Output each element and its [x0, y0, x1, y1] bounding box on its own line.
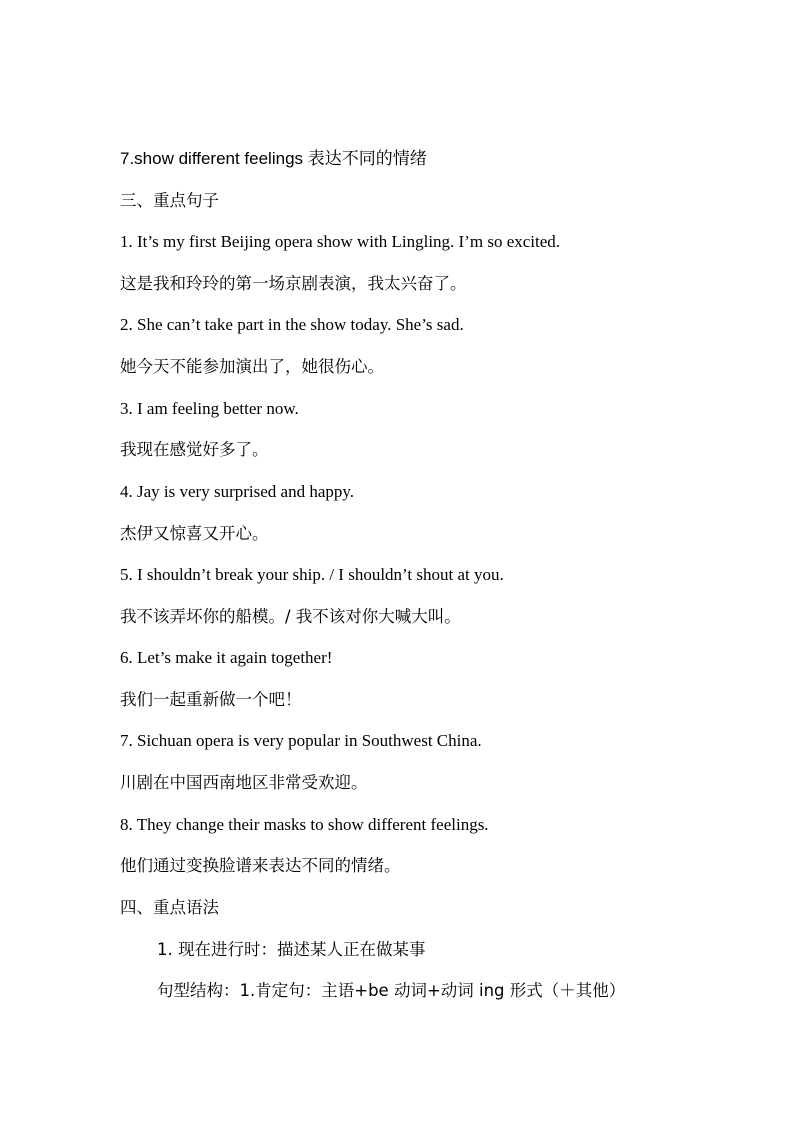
sentence-4-english: 4. Jay is very surprised and happy.: [120, 482, 355, 501]
sentence-7-chinese: 川剧在中国西南地区非常受欢迎。: [120, 773, 368, 792]
grammar-structure: 句型结构：1.肯定句：主语+be 动词+动词 ing 形式（＋其他）: [157, 981, 626, 1000]
sentence-5-chinese: 我不该弄坏你的船模。/ 我不该对你大喊大叫。: [120, 607, 461, 626]
grammar-point-1: 1. 现在进行时：描述某人正在做某事: [157, 940, 426, 959]
sentence-1-english: 1. It’s my first Beijing opera show with Lingling. I’m so excited.: [120, 232, 561, 251]
sentence-6-chinese: 我们一起重新做一个吧！: [120, 690, 302, 709]
sentence-4-chinese: 杰伊又惊喜又开心。: [120, 524, 269, 543]
sentence-3-chinese: 我现在感觉好多了。: [120, 440, 269, 459]
sentence-2-chinese: 她今天不能参加演出了，她很伤心。: [120, 357, 384, 376]
sentence-2-english: 2. She can’t take part in the show today. She’s sad.: [120, 315, 464, 334]
sentence-7-english: 7. Sichuan opera is very popular in Southwest China.: [120, 731, 482, 750]
sentence-8-english: 8. They change their masks to show different feelings.: [120, 815, 489, 834]
sentence-5-english: 5. I shouldn’t break your ship. / I shouldn’t shout at you.: [120, 565, 504, 584]
sentence-3-english: 3. I am feeling better now.: [120, 399, 299, 418]
sentence-8-chinese: 他们通过变换脸谱来表达不同的情绪。: [120, 856, 401, 875]
sentence-6-english: 6. Let’s make it again together!: [120, 648, 333, 667]
section-heading-key-sentences: 三、重点句子: [120, 191, 219, 210]
section-heading-key-grammar: 四、重点语法: [120, 898, 219, 917]
sentence-1-chinese: 这是我和玲玲的第一场京剧表演，我太兴奋了。: [120, 274, 467, 293]
vocab-item-7: 7.show different feelings 表达不同的情绪: [120, 149, 427, 168]
